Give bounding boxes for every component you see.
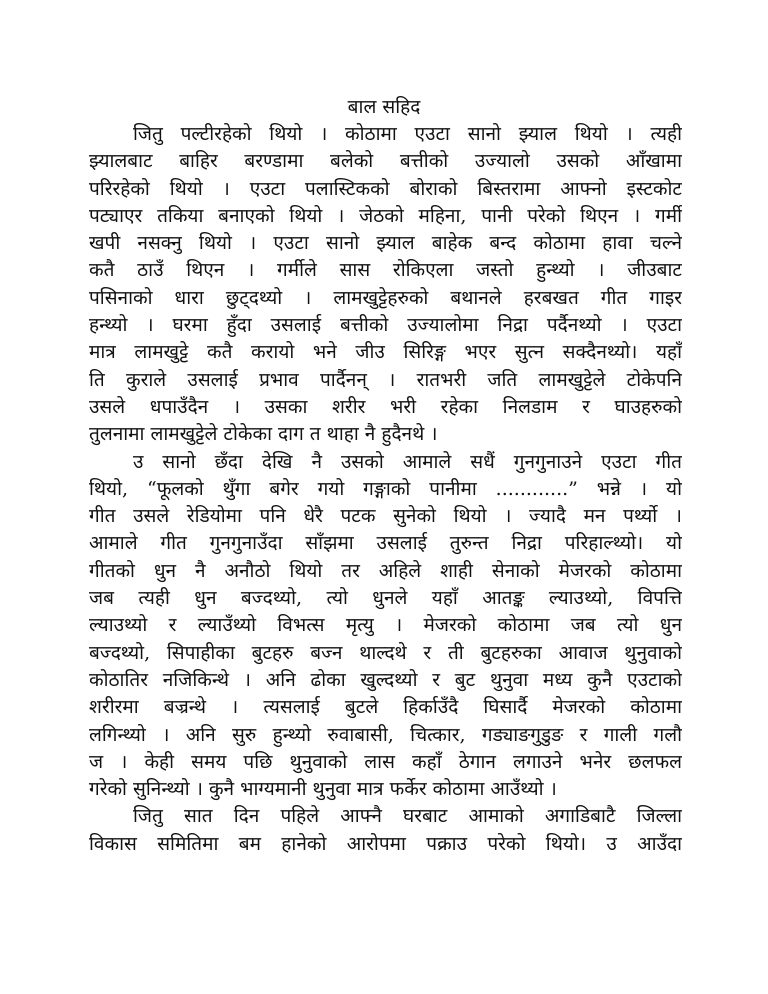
text-line: परिरहेको थियो । एउटा पलास्टिकको बोराको बिस्तरामा आफ्नो इस्टकोट: [89, 177, 682, 200]
text-line: शरीरमा बज्रन्थे । त्यसलाई बुटले हिर्काउँदै घिसार्दै मेजरको कोठामा: [89, 696, 682, 719]
document-title: बाल सहिद: [347, 96, 421, 118]
text-line: उसले धपाउँदैन । उसका शरीर भरी रहेका निलडाम र घाउहरुको: [89, 395, 682, 418]
text-line: थियो, “फूलको थुँगा बगेर गयो गङ्गाको पानीमा ............” भन्ने । यो: [89, 477, 682, 500]
text-line: जब त्यही धुन बज्दथ्यो, त्यो धुनले यहाँ आतङ्क ल्याउथ्यो, विपत्ति: [89, 587, 682, 610]
text-line: तुलनामा लामखुट्टेले टोकेका दाग त थाहा नै हुदैनथे ।: [89, 423, 438, 446]
text-line: विकास समितिमा बम हानेको आरोपमा पक्राउ परेको थियो। उ आउँदा: [89, 832, 682, 855]
text-line: कोठातिर नजिकिन्थे । अनि ढोका खुल्दथ्यो र बुट थुनुवा मध्य कुनै एउटाको: [89, 668, 682, 691]
text-line: जितु पल्टीरहेको थियो । कोठामा एउटा सानो झ्याल थियो । त्यही: [133, 123, 682, 145]
text-line: ति कुराले उसलाई प्रभाव पार्दैनन् । रातभरी जति लामखुट्टेले टोकेपनि: [89, 368, 682, 391]
text-line: उ सानो छँदा देखि नै उसको आमाले सधैं गुनगुनाउने एउटा गीत: [133, 450, 682, 473]
text-line: ज । केही समय पछि थुनुवाको लास कहाँ ठेगान लगाउने भनेर छलफल: [89, 750, 682, 773]
text-line: गीतको धुन नै अनौठो थियो तर अहिले शाही सेनाको मेजरको कोठामा: [89, 559, 682, 582]
text-line: पट्याएर तकिया बनाएको थियो । जेठको महिना, पानी परेको थिएन । गर्मी: [89, 204, 682, 227]
text-line: जितु सात दिन पहिले आफ्नै घरबाट आमाको अगाडिबाटै जिल्ला: [133, 805, 682, 828]
text-line: पसिनाको धारा छुट्दथ्यो । लामखुट्टेहरुको बथानले हरबखत गीत गाइर: [89, 286, 682, 309]
text-line: हन्थ्यो । घरमा हुँदा उसलाई बत्तीको उज्यालोमा निद्रा पर्दैनथ्यो । एउटा: [89, 314, 682, 337]
text-line: आमाले गीत गुनगुनाउँदा साँझमा उसलाई तुरुन्त निद्रा परिहाल्थ्यो। यो: [89, 532, 682, 555]
text-line: बज्दथ्यो, सिपाहीका बुटहरु बज्न थाल्दथे र ती बुटहरुका आवाज थुनुवाको: [89, 641, 682, 664]
text-line: झ्यालबाट बाहिर बरण्डामा बलेको बत्तीको उज्यालो उसको आँखामा: [89, 150, 682, 173]
text-line: गरेको सुनिन्थ्यो । कुनै भाग्यमानी थुनुवा मात्र फर्केर कोठामा आउँथ्यो ।: [89, 778, 557, 801]
text-line: लगिन्थ्यो । अनि सुरु हुन्थ्यो रुवाबासी, चित्कार, गड्याङगुडुङ र गाली गलौ: [89, 723, 682, 746]
text-line: कतै ठाउँ थिएन । गर्मीले सास रोकिएला जस्तो हुन्थ्यो । जीउबाट: [89, 259, 682, 282]
text-line: ल्याउथ्यो र ल्याउँथ्यो विभत्स मृत्यु । मेजरको कोठामा जब त्यो धुन: [89, 614, 682, 637]
text-line: खपी नसक्नु थियो । एउटा सानो झ्याल बाहेक बन्द कोठामा हावा चल्ने: [89, 232, 682, 255]
text-line: गीत उसले रेडियोमा पनि धेरै पटक सुनेको थियो । ज्यादै मन पर्थ्यो ।: [89, 505, 682, 528]
document-body: [89, 121, 682, 858]
text-line: मात्र लामखुट्टे कतै करायो भने जीउ सिरिङ्ग भएर सुत्न सक्दैनथ्यो। यहाँ: [89, 341, 682, 364]
